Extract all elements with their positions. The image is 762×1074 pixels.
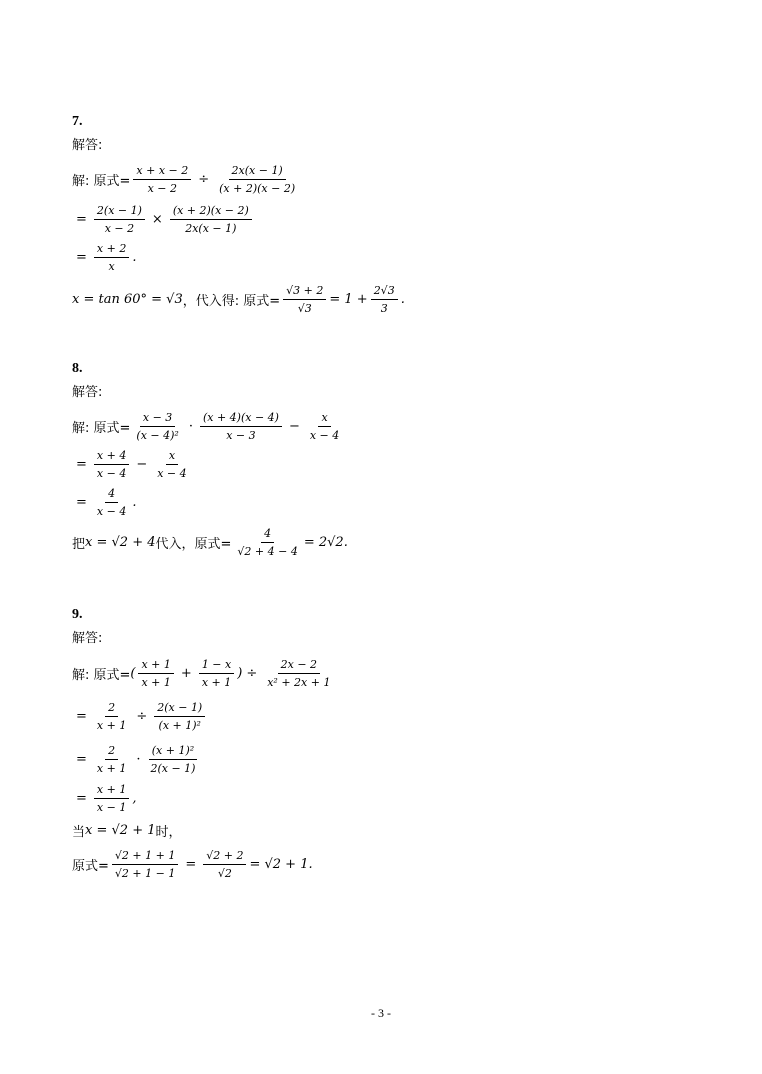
math-operator: ×	[151, 211, 163, 227]
fraction	[154, 448, 189, 481]
math-expression: x = √2 + 1	[85, 822, 156, 838]
fraction	[234, 526, 300, 559]
problem-7	[72, 111, 405, 322]
fraction-denominator: x	[108, 260, 115, 273]
math-expression: .	[400, 291, 405, 307]
fraction	[371, 283, 398, 316]
fraction-numerator: 2(x − 1)	[154, 700, 205, 717]
fraction	[94, 448, 129, 481]
math-expression: .	[132, 250, 137, 265]
fraction-numerator: 2√3	[371, 283, 398, 300]
math-expression: .	[132, 495, 137, 510]
fraction	[216, 163, 298, 196]
line-text: 时，	[155, 824, 182, 840]
solution-line	[72, 446, 348, 483]
line-text: 解: 原式=	[72, 667, 131, 683]
fraction-numerator: x + 2	[94, 241, 129, 258]
solution-line	[72, 276, 405, 322]
math-operator: =	[76, 211, 87, 227]
answer-label: 解答:	[72, 631, 103, 646]
math-operator: =	[76, 790, 87, 806]
math-operator: +	[180, 665, 192, 681]
fraction-denominator: x² + 2x + 1	[267, 675, 331, 689]
line-text: 解: 原式=	[72, 173, 131, 189]
fraction-numerator: 2x − 2	[278, 657, 320, 674]
fraction-numerator: 2	[105, 700, 118, 717]
problem-9	[72, 604, 336, 884]
fraction	[133, 163, 191, 196]
fraction-denominator: x − 2	[104, 221, 135, 235]
fraction-denominator: √2 + 4 − 4	[237, 544, 298, 558]
solution-line	[72, 199, 405, 239]
solution-line	[72, 483, 348, 522]
problem-8	[72, 358, 348, 562]
fraction-numerator: (x + 1)²	[149, 743, 197, 760]
problem-number: 7.	[72, 114, 83, 129]
fraction	[94, 203, 145, 236]
solution-lines	[72, 652, 336, 884]
fraction-denominator: √2 + 1 − 1	[114, 866, 176, 880]
fraction-denominator: √2	[217, 866, 232, 880]
math-operator: −	[136, 457, 148, 472]
solution-line	[72, 694, 336, 738]
fraction	[264, 657, 333, 690]
fraction-denominator: √3	[297, 301, 312, 315]
solution-line	[72, 738, 336, 780]
fraction-numerator: x + 1	[94, 782, 129, 799]
fraction-denominator: (x + 2)(x − 2)	[219, 181, 296, 195]
answer-label: 解答:	[72, 385, 103, 400]
fraction-numerator: √2 + 1 + 1	[112, 848, 178, 865]
fraction-denominator: x − 1	[96, 800, 127, 814]
math-operator: =	[76, 250, 87, 265]
fraction	[94, 782, 129, 815]
line-text: 原式=	[72, 858, 109, 874]
fraction-numerator: √2 + 2	[203, 848, 246, 865]
fraction-denominator: x + 1	[201, 675, 232, 689]
fraction-denominator: x − 4	[309, 428, 340, 442]
fraction-denominator: x − 4	[157, 467, 187, 480]
fraction-numerator: 4	[105, 486, 118, 503]
fraction-denominator: 2(x − 1)	[150, 761, 196, 775]
page-number: - 3 -	[371, 1006, 391, 1020]
fraction	[94, 743, 129, 776]
math-expression: = √2 + 1.	[249, 856, 313, 872]
math-operator: =	[185, 856, 197, 872]
fraction-denominator: x − 3	[226, 428, 256, 442]
fraction-numerator: x	[166, 448, 178, 465]
math-expression: = 1 +	[329, 291, 368, 307]
fraction	[94, 700, 129, 733]
fraction-numerator: 4	[261, 526, 274, 543]
fraction	[200, 410, 282, 443]
problem-number: 8.	[72, 361, 83, 376]
solution-lines	[72, 159, 405, 322]
math-operator: ·	[136, 751, 141, 767]
fraction-denominator: x − 4	[96, 505, 127, 518]
math-operator: ÷	[198, 171, 210, 187]
fraction-numerator: x + 1	[138, 657, 173, 674]
solution-line	[72, 844, 336, 884]
fraction	[307, 410, 342, 443]
fraction-denominator: x − 2	[147, 181, 178, 195]
fraction-numerator: x − 3	[140, 410, 175, 427]
line-text: 解: 原式=	[72, 420, 131, 436]
fraction-numerator: (x + 2)(x − 2)	[170, 203, 252, 220]
fraction-denominator: (x − 4)²	[136, 428, 179, 442]
fraction-numerator: 2(x − 1)	[94, 203, 145, 220]
fraction	[94, 486, 129, 519]
solution-line	[72, 159, 405, 199]
fraction	[199, 657, 234, 690]
fraction	[283, 283, 326, 316]
fraction	[94, 241, 129, 274]
fraction-denominator: x + 1	[96, 718, 127, 732]
solution-line	[72, 816, 336, 844]
math-expression: )	[237, 665, 243, 681]
math-expression: ,	[132, 790, 137, 806]
fraction-denominator: x + 1	[96, 761, 127, 775]
fraction-numerator: x + 4	[94, 448, 129, 465]
math-expression: x = tan 60° = √3	[72, 291, 183, 307]
fraction-denominator: 3	[380, 301, 388, 315]
fraction	[147, 743, 198, 776]
solution-line	[72, 652, 336, 694]
line-text: 代入，原式=	[155, 536, 232, 552]
fraction-denominator: (x + 1)²	[158, 718, 201, 732]
fraction	[170, 203, 252, 236]
fraction-denominator: 2x(x − 1)	[185, 221, 237, 235]
fraction-numerator: x + x − 2	[133, 163, 191, 180]
math-operator: −	[288, 418, 300, 434]
math-expression: (	[130, 665, 136, 681]
math-expression: = 2√2.	[303, 534, 348, 550]
fraction-numerator: 2x(x − 1)	[229, 163, 286, 180]
fraction	[112, 848, 178, 881]
fraction-numerator: √3 + 2	[283, 283, 326, 300]
math-operator: =	[76, 708, 87, 724]
fraction	[154, 700, 205, 733]
fraction-numerator: 2	[105, 743, 118, 760]
math-operator: =	[76, 457, 87, 472]
fraction	[138, 657, 173, 690]
math-operator: =	[76, 495, 87, 510]
fraction-numerator: x	[318, 410, 330, 427]
fraction-numerator: 1 − x	[199, 657, 234, 674]
solution-line	[72, 239, 405, 276]
math-operator: ÷	[246, 665, 258, 681]
problem-number: 9.	[72, 607, 83, 622]
math-expression: x = √2 + 4	[85, 534, 156, 550]
math-operator: =	[76, 751, 87, 767]
answer-label: 解答:	[72, 138, 103, 153]
solution-line	[72, 522, 348, 562]
math-operator: ÷	[136, 708, 148, 724]
solution-line	[72, 406, 348, 446]
fraction-numerator: (x + 4)(x − 4)	[200, 410, 282, 427]
line-text: 把	[72, 536, 86, 552]
fraction	[203, 848, 246, 881]
fraction	[133, 410, 181, 443]
solution-line	[72, 780, 336, 816]
line-text: 当	[72, 824, 86, 840]
line-text: ，代入得: 原式=	[182, 293, 281, 309]
math-operator: ·	[188, 418, 193, 434]
solution-lines	[72, 406, 348, 562]
fraction-denominator: x + 1	[141, 675, 171, 689]
fraction-denominator: x − 4	[96, 467, 127, 480]
